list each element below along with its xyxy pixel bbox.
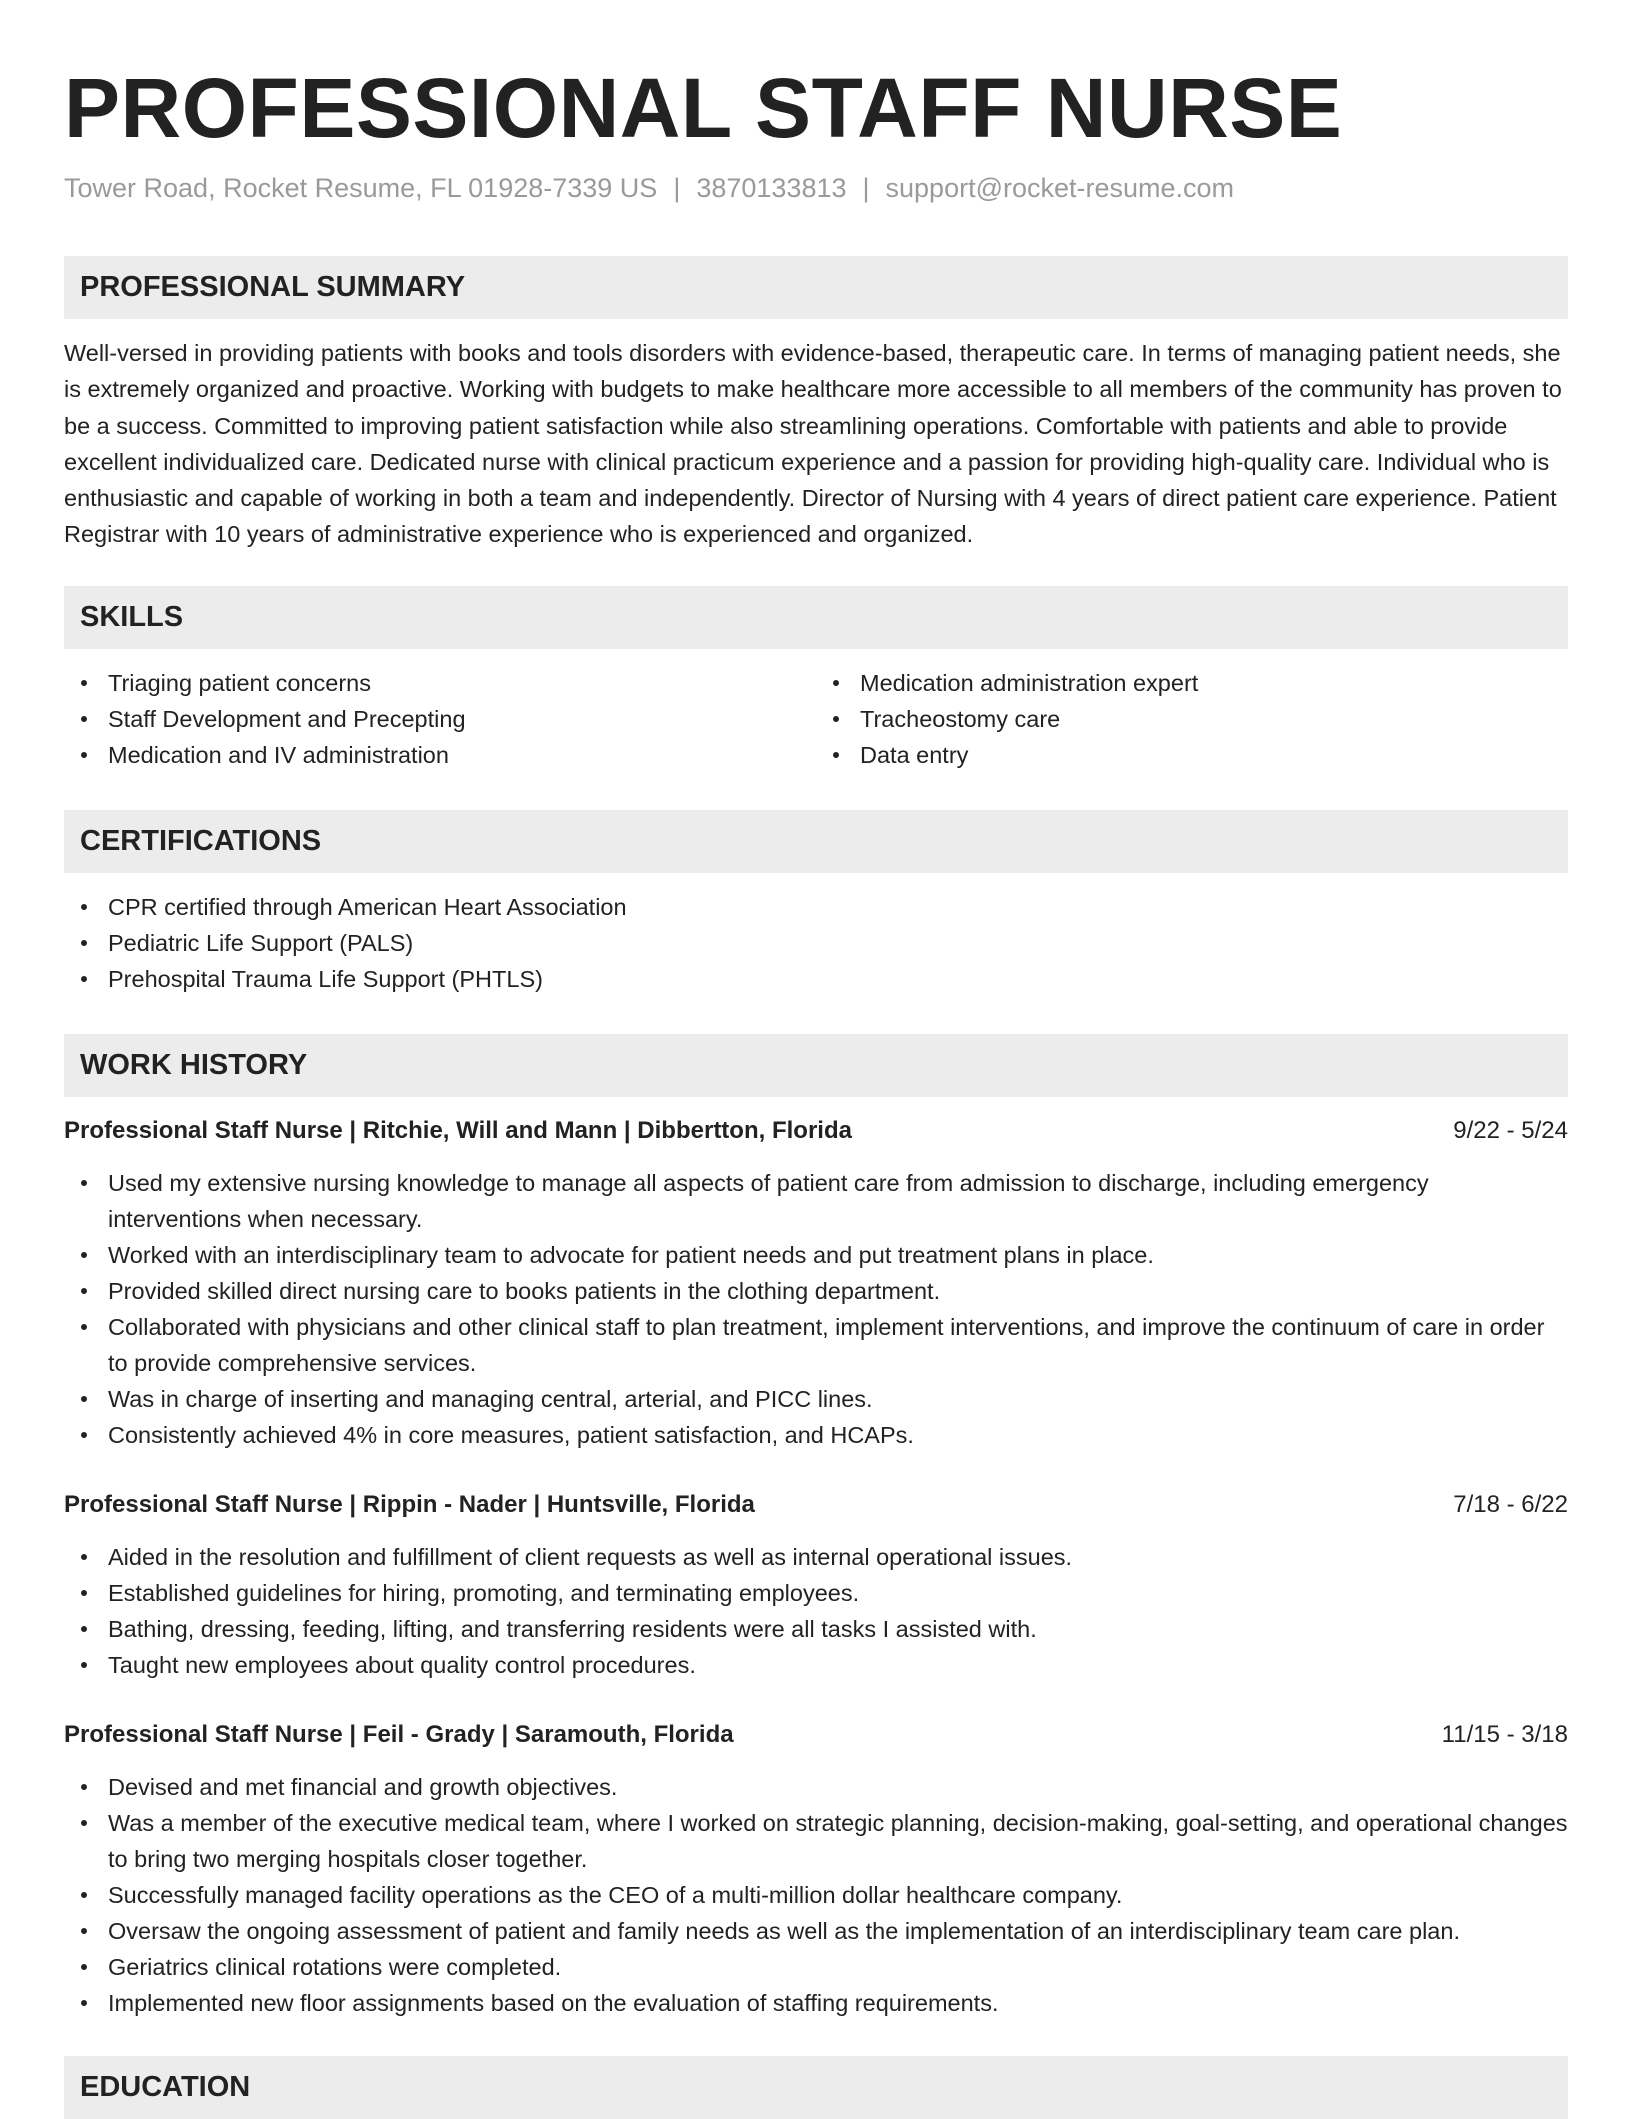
job-title: Professional Staff Nurse | Ritchie, Will and Mann | Dibbertton, Florida	[64, 1116, 852, 1144]
section-header-work-history: WORK HISTORY	[64, 1034, 1568, 1097]
skill-item: Tracheostomy care	[860, 701, 1568, 737]
contact-line	[64, 170, 1568, 206]
skill-item: Triaging patient concerns	[108, 665, 816, 701]
skills-column-left	[64, 665, 816, 773]
job-bullet: Provided skilled direct nursing care to books patients in the clothing department.	[108, 1273, 1568, 1309]
section-header-skills: SKILLS	[64, 586, 1568, 649]
job-bullet: Was a member of the executive medical team, where I worked on strategic planning, decision-making, goal-setting, and operational changes to bring two merging hospitals closer together.	[108, 1805, 1568, 1877]
job-header	[64, 1487, 1568, 1523]
skills-list	[816, 665, 1568, 773]
job-bullet: Consistently achieved 4% in core measures, patient satisfaction, and HCAPs.	[108, 1417, 1568, 1453]
job-bullet: Bathing, dressing, feeding, lifting, and transferring residents were all tasks I assisted with.	[108, 1611, 1568, 1647]
summary-text: Well-versed in providing patients with books and tools disorders with evidence-based, therapeutic care. In terms of managing patient needs, she is extremely organized and proactive. Working with budgets to make healthcare more accessible to all members of the community has proven to be a success. Committed to improving patient satisfaction while also streamlining operations. Comfortable with patients and able to provide excellent individualized care. Dedicated nurse with clinical practicum experience and a passion for providing high-quality care. Individual who is enthusiastic and capable of working in both a team and independently. Director of Nursing with 4 years of direct patient care experience. Patient Registrar with 10 years of administrative experience who is experienced and organized.	[64, 340, 1562, 548]
section-header-certifications: CERTIFICATIONS	[64, 810, 1568, 873]
section-header-summary: PROFESSIONAL SUMMARY	[64, 256, 1568, 319]
job-bullet: Used my extensive nursing knowledge to manage all aspects of patient care from admission to discharge, including emergency interventions when necessary.	[108, 1165, 1568, 1237]
job-header	[64, 1113, 1568, 1149]
skill-item: Medication and IV administration	[108, 737, 816, 773]
job-bullet: Established guidelines for hiring, promoting, and terminating employees.	[108, 1575, 1568, 1611]
job-entry	[64, 1487, 1568, 1683]
job-entry	[64, 1717, 1568, 2021]
job-bullet: Aided in the resolution and fulfillment of client requests as well as internal operational issues.	[108, 1539, 1568, 1575]
contact-email: support@rocket-resume.com	[885, 173, 1235, 203]
contact-phone: 3870133813	[696, 173, 847, 203]
skills-column-right	[816, 665, 1568, 773]
skill-item: Data entry	[860, 737, 1568, 773]
job-bullets	[64, 1165, 1568, 1453]
job-bullet: Collaborated with physicians and other clinical staff to plan treatment, implement interventions, and improve the continuum of care in order to provide comprehensive services.	[108, 1309, 1568, 1381]
certification-item: CPR certified through American Heart Association	[108, 889, 1568, 925]
job-entry	[64, 1113, 1568, 1453]
job-dates: 7/18 - 6/22	[1453, 1490, 1568, 1518]
job-bullets	[64, 1769, 1568, 2021]
job-header	[64, 1717, 1568, 1753]
resume-name: PROFESSIONAL STAFF NURSE	[64, 61, 1343, 155]
certifications-list	[64, 889, 1568, 997]
contact-separator: |	[673, 173, 681, 203]
skill-item: Staff Development and Precepting	[108, 701, 816, 737]
job-bullet: Was in charge of inserting and managing central, arterial, and PICC lines.	[108, 1381, 1568, 1417]
job-bullet: Taught new employees about quality control procedures.	[108, 1647, 1568, 1683]
job-bullet: Devised and met financial and growth objectives.	[108, 1769, 1568, 1805]
skill-item: Medication administration expert	[860, 665, 1568, 701]
job-title: Professional Staff Nurse | Rippin - Nader | Huntsville, Florida	[64, 1490, 755, 1518]
job-bullet: Implemented new floor assignments based on the evaluation of staffing requirements.	[108, 1985, 1568, 2021]
section-header-education: EDUCATION	[64, 2056, 1568, 2119]
contact-separator: |	[862, 173, 870, 203]
job-title: Professional Staff Nurse | Feil - Grady | Saramouth, Florida	[64, 1720, 734, 1748]
job-bullet: Oversaw the ongoing assessment of patient and family needs as well as the implementation of an interdisciplinary team care plan.	[108, 1913, 1568, 1949]
skills-list	[64, 665, 816, 773]
skills-grid	[64, 665, 1568, 773]
certification-item: Pediatric Life Support (PALS)	[108, 925, 1568, 961]
job-bullet: Successfully managed facility operations as the CEO of a multi-million dollar healthcare company.	[108, 1877, 1568, 1913]
job-dates: 11/15 - 3/18	[1441, 1720, 1568, 1748]
certification-item: Prehospital Trauma Life Support (PHTLS)	[108, 961, 1568, 997]
job-bullet: Geriatrics clinical rotations were completed.	[108, 1949, 1568, 1985]
contact-address: Tower Road, Rocket Resume, FL 01928-7339 US	[64, 173, 658, 203]
job-bullet: Worked with an interdisciplinary team to advocate for patient needs and put treatment plans in place.	[108, 1237, 1568, 1273]
job-bullets	[64, 1539, 1568, 1683]
job-dates: 9/22 - 5/24	[1453, 1116, 1568, 1144]
